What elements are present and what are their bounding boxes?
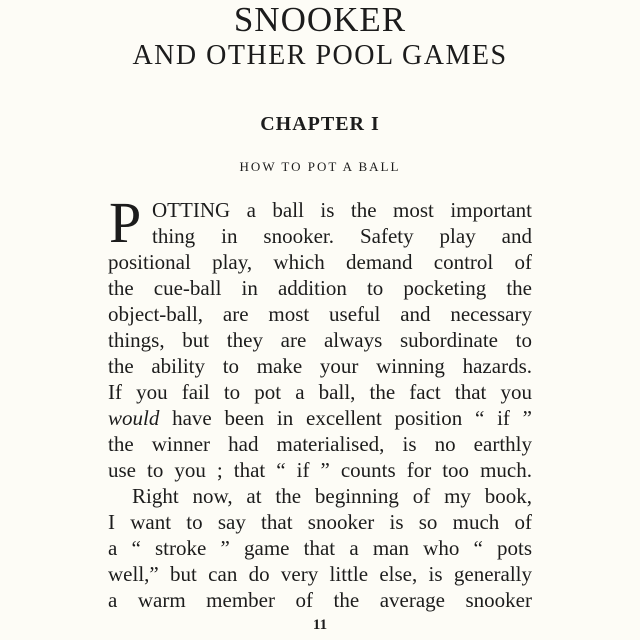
text-line: OTTING a ball is the most important (152, 198, 532, 222)
text-line: Right now, at the beginning of my book, (132, 484, 532, 508)
text-line: the ability to make your winning hazards. (108, 354, 532, 378)
text-line: If you fail to pot a ball, the fact that you (108, 380, 532, 404)
text-line: things, but they are always subordinate to (108, 328, 532, 352)
text-line: positional play, which demand control of (108, 250, 532, 274)
italic-word: would (108, 406, 160, 430)
text-line: a warm member of the average snooker (108, 588, 532, 612)
text-line: well,” but can do very little else, is generally (108, 562, 532, 586)
text-line: I want to say that snooker is so much of (108, 510, 532, 534)
text-line: object-ball, are most useful and necessary (108, 302, 532, 326)
chapter-heading: CHAPTER I (260, 113, 380, 135)
drop-cap: P (109, 190, 142, 255)
text-line (108, 405, 532, 431)
text-line-rest: have been in excellent position “ if ” (172, 406, 532, 430)
text-line: use to you ; that “ if ” counts for too much. (108, 458, 532, 482)
text-line: the cue-ball in addition to pocketing the (108, 276, 532, 300)
text-line: thing in snooker. Safety play and (152, 224, 532, 248)
text-line: the winner had materialised, is no earthly (108, 432, 532, 456)
chapter-title: HOW TO POT A BALL (239, 159, 401, 174)
book-subtitle: AND OTHER POOL GAMES (132, 40, 508, 71)
book-title: SNOOKER (233, 0, 407, 39)
text-line: a “ stroke ” game that a man who “ pots (108, 536, 532, 560)
page-number: 11 (312, 617, 328, 633)
